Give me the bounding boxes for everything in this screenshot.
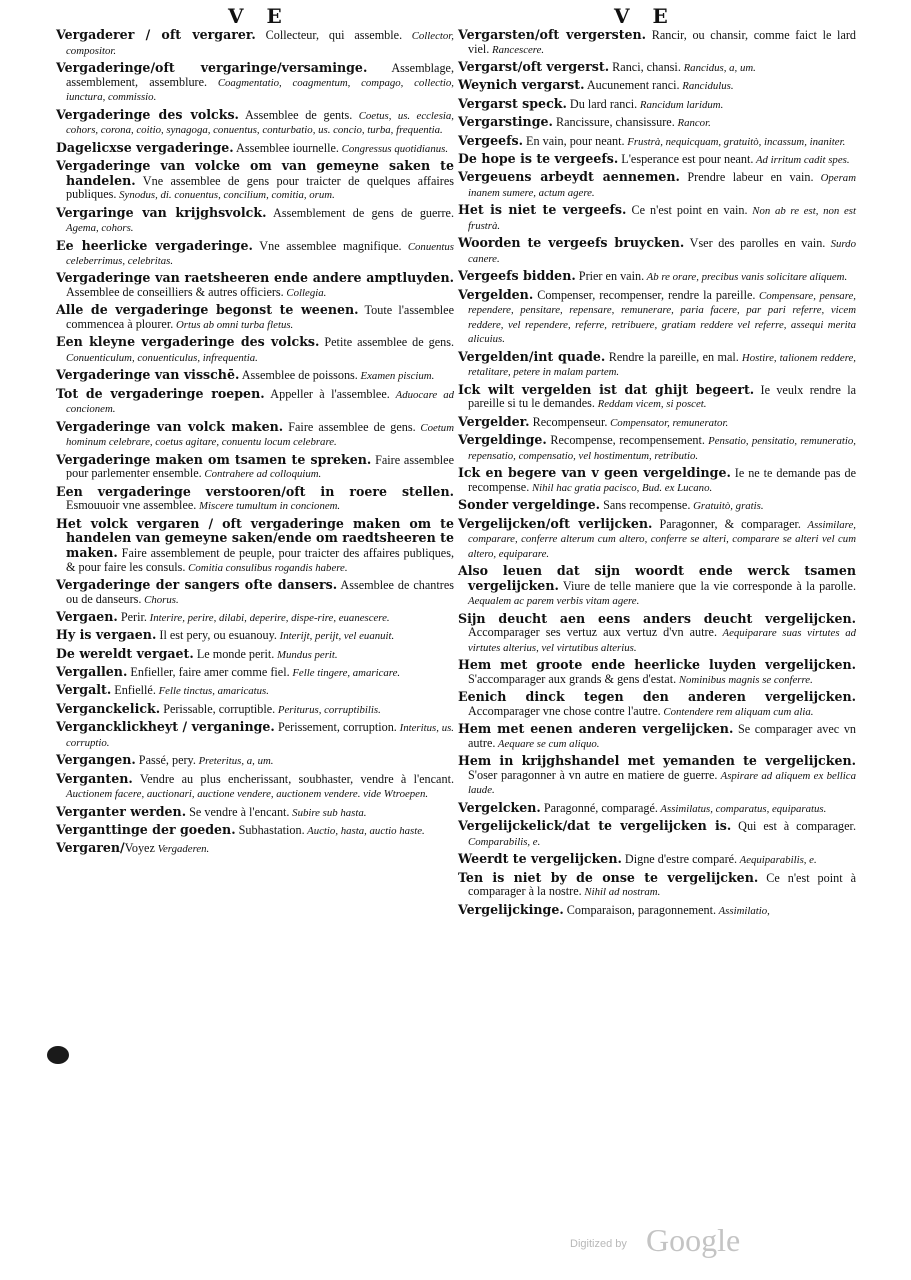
- entry-headword: Verganter werden.: [56, 803, 187, 819]
- dictionary-entry: [56, 141, 454, 157]
- entry-headword: Vergaderinge/oft vergaringe/versaminge.: [56, 59, 368, 75]
- entry-headword: Ee heerlicke vergaderinge.: [56, 237, 253, 253]
- entry-latin: Congressus quotidianus.: [338, 142, 449, 155]
- dictionary-entry: [458, 658, 856, 687]
- entry-latin: Nihil ad nostram.: [581, 886, 661, 899]
- entry-headword: Vergaderinge maken om tsamen te spreken.: [56, 451, 372, 467]
- entry-translation: Du lard ranci.: [566, 96, 638, 111]
- entry-headword: Vergallen.: [56, 664, 128, 680]
- entry-translation: Ce n'est point à comparager à la nostre.: [468, 870, 856, 899]
- dictionary-entry: [56, 823, 454, 839]
- entry-latin: Interijt, perijt, vel euanuit.: [276, 630, 395, 643]
- entry-latin: Aduocare ad concionem.: [66, 388, 454, 416]
- entry-latin: Assimilatus, comparatus, equiparatus.: [657, 802, 827, 815]
- entry-latin: Nominibus magnis se conferre.: [676, 673, 813, 686]
- entry-latin: Reddam vicem, si poscet.: [594, 398, 707, 411]
- dictionary-entry: [56, 628, 454, 644]
- entry-latin: Ortus ab omni turba fletus.: [173, 319, 294, 332]
- dictionary-entry: [458, 134, 856, 150]
- entry-headword: Vergalt.: [56, 682, 112, 698]
- entry-headword: Vergaderinge der sangers ofte dansers.: [56, 576, 338, 592]
- entry-translation: Faire assemblee pour parlementer ensemble.: [66, 452, 455, 481]
- entry-translation: Le monde perit.: [193, 646, 275, 661]
- entry-translation: Enfieller, faire amer comme fiel.: [127, 665, 290, 680]
- right-column: [458, 28, 856, 921]
- dictionary-entry: [56, 647, 454, 663]
- entry-headword: Dagelicxse vergaderinge.: [56, 139, 234, 155]
- dictionary-entry: [458, 115, 856, 131]
- entry-latin: Coagmentatio, coagmentum, compago, collectio, iunctura, commissio.: [66, 76, 455, 104]
- entry-latin: Frustrà, nequicquam, gratuitò, incassum, inaniter.: [624, 135, 846, 148]
- entry-translation: Toute l'assemblee commencea à plourer.: [66, 303, 454, 332]
- entry-translation: S'oser paragonner à vn autre en matiere de guerre.: [468, 767, 718, 782]
- entry-latin: Aequalem ac parem verbis vitam agere.: [468, 595, 640, 608]
- entry-headword: Vergarst speck.: [458, 95, 567, 111]
- entry-headword: Vergarstinge.: [458, 114, 553, 130]
- entry-headword: Alle de vergaderinge begonst te weenen.: [56, 302, 359, 318]
- entry-translation: Assemblee de poissons.: [239, 368, 358, 383]
- dictionary-entry: [458, 517, 856, 562]
- entry-translation: Collecteur, qui assemble.: [255, 28, 403, 42]
- dictionary-entry: [458, 466, 856, 495]
- dictionary-entry: [56, 805, 454, 821]
- entry-translation: Vendre au plus encherissant, soubhaster, vendre à l'encant.: [132, 771, 454, 786]
- entry-latin: Periturus, corruptibilis.: [275, 703, 381, 716]
- dictionary-entry: [56, 271, 454, 300]
- entry-translation: Se vendre à l'encant.: [186, 804, 290, 819]
- entry-latin: Rancor.: [674, 117, 711, 130]
- entry-latin: Compensare, pensare, rependere, pensitare, repensare, remunerare, paria facere, par pari referre, vicem reddere, vel rependere, referre, retribuere, gratiam reddere vel referre, assequi merita alicuius.: [468, 289, 857, 346]
- entry-headword: Tot de vergaderinge roepen.: [56, 385, 265, 401]
- entry-latin: Contendere rem aliquam cum alia.: [660, 705, 814, 718]
- dictionary-entry: [458, 612, 856, 656]
- entry-headword: Het is niet te vergeefs.: [458, 202, 627, 218]
- dictionary-entry: [458, 203, 856, 233]
- entry-translation: Ce n'est point en vain.: [626, 203, 748, 218]
- entry-headword: Sijn deucht aen eens anders deucht vergelijcken.: [458, 610, 856, 626]
- page-header: [0, 4, 911, 28]
- entry-latin: Rancidulus.: [679, 80, 734, 93]
- left-column: [56, 28, 454, 860]
- dictionary-entry: [56, 702, 454, 718]
- entry-translation: Esmouuoir vne assemblee.: [66, 498, 197, 513]
- entry-latin: Chorus.: [141, 593, 179, 606]
- dictionary-entry: [458, 170, 856, 200]
- dictionary-entry: [458, 288, 856, 347]
- entry-headword: Verganten.: [56, 770, 133, 786]
- entry-translation: En vain, pour neant.: [523, 133, 625, 148]
- dictionary-entry: [56, 387, 454, 417]
- dictionary-entry: [56, 335, 454, 365]
- dictionary-entry: [458, 852, 856, 868]
- entry-translation: Voyez: [124, 841, 155, 856]
- digitized-watermark: [570, 1222, 770, 1262]
- dictionary-entry: [56, 159, 454, 203]
- entry-headword: Vergaderinge van visschē.: [56, 367, 240, 383]
- entry-headword: Vergelden/int quade.: [458, 348, 606, 364]
- entry-latin: Nihil hac gratia pacisco, Bud. ex Lucano.: [529, 481, 713, 494]
- entry-translation: Assemblage, assemblement, assemblure.: [66, 60, 454, 89]
- entry-headword: Eenich dinck tegen den anderen vergelijcken.: [458, 689, 856, 705]
- entry-latin: Surdo canere.: [468, 238, 856, 265]
- entry-translation: L'esperance est pour neant.: [618, 151, 754, 166]
- entry-latin: Rancidum laridum.: [637, 98, 724, 111]
- entry-translation: Rancissure, chansissure.: [552, 115, 675, 130]
- entry-headword: Vergelder.: [458, 413, 530, 429]
- entry-translation: Assemblee de gents.: [238, 107, 353, 122]
- entry-latin: Assimilare, comparare, conferre alterum cum altero, conferre se alteri, comparare se alteri vel cum altero, equiparare.: [468, 518, 856, 560]
- entry-headword: Verganttinge der goeden.: [56, 822, 236, 838]
- entry-latin: Coetus, us. ecclesia, cohors, corona, coitio, synagoga, conuentus, conturbatio, us. concio, turba, frequentia.: [66, 109, 454, 137]
- entry-latin: Collegia.: [283, 287, 327, 300]
- entry-translation: Faire assemblee de gens.: [283, 419, 416, 434]
- entry-headword: Also leuen dat sijn woordt ende werck tsamen vergelijcken.: [458, 563, 856, 593]
- entry-latin: Interitus, us. corruptio.: [66, 722, 454, 749]
- dictionary-entry: [458, 722, 856, 751]
- dictionary-entry: [56, 683, 454, 699]
- dictionary-entry: [56, 61, 454, 105]
- dictionary-entry: [56, 239, 454, 269]
- entry-latin: Contrahere ad colloquium.: [201, 468, 322, 481]
- entry-translation: Prendre labeur en vain.: [679, 170, 814, 185]
- entry-translation: Recompenseur.: [529, 414, 608, 429]
- dictionary-entry: [56, 517, 454, 575]
- entry-headword: De wereldt vergaet.: [56, 645, 194, 661]
- entry-headword: Vergancklickheyt / verganinge.: [56, 719, 275, 735]
- digitized-by-text: Digitized by: [570, 1238, 627, 1250]
- dictionary-entry: [458, 564, 856, 609]
- entry-headword: Vergelcken.: [458, 799, 541, 815]
- entry-latin: Ad irritum cadit spes.: [753, 153, 850, 166]
- entry-latin: Assimilatio,: [716, 904, 770, 917]
- entry-translation: Subhastation.: [235, 823, 305, 838]
- entry-headword: Vergeldinge.: [458, 432, 547, 448]
- entry-translation: Ranci, chansi.: [609, 59, 681, 74]
- dictionary-entry: [56, 578, 454, 607]
- entry-latin: Examen piscium.: [357, 370, 435, 383]
- dictionary-entry: [458, 269, 856, 285]
- entry-headword: De hope is te vergeefs.: [458, 150, 619, 166]
- running-head-left: V E: [228, 4, 290, 28]
- entry-translation: Vser des parolles en vain.: [684, 236, 826, 251]
- dictionary-entry: [56, 453, 454, 482]
- entry-headword: Vergeefs.: [458, 132, 523, 148]
- entry-headword: Vergaren/: [56, 840, 125, 856]
- entry-latin: Subire sub hasta.: [289, 806, 367, 819]
- entry-headword: Vergeefs bidden.: [458, 268, 576, 284]
- entry-translation: Perissement, corruption.: [274, 720, 397, 735]
- dictionary-entry: [458, 78, 856, 94]
- entry-headword: Vergaderer / oft vergarer.: [56, 27, 256, 42]
- dictionary-entry: [458, 819, 856, 849]
- dictionary-entry: [458, 28, 856, 57]
- dictionary-entry: [56, 841, 454, 857]
- entry-latin: Auctio, hasta, auctio haste.: [304, 825, 425, 838]
- entry-translation: Comparaison, paragonnement.: [563, 902, 717, 917]
- dictionary-entry: [56, 485, 454, 514]
- entry-translation: Vne assemblee de gens pour traicter de quelques affaires publiques.: [66, 173, 454, 202]
- entry-latin: Preteritus, a, um.: [195, 755, 274, 768]
- entry-headword: Verganckelick.: [56, 700, 161, 716]
- entry-translation: Se comparager avec vn autre.: [468, 722, 857, 750]
- entry-headword: Vergelden.: [458, 286, 534, 302]
- dictionary-entry: [56, 772, 454, 802]
- entry-latin: Miscere tumultum in concionem.: [196, 500, 341, 513]
- entry-latin: Felle tinctus, amaricatus.: [155, 685, 269, 698]
- entry-latin: Conuentus celeberrimus, celebritas.: [66, 240, 455, 268]
- entry-translation: Compenser, recompenser, rendre la pareille.: [533, 287, 756, 302]
- entry-headword: Hem met groote ende heerlicke luyden vergelijcken.: [458, 657, 856, 673]
- entry-headword: Vergelijcken/oft verlijcken.: [458, 515, 653, 531]
- entry-translation: Perissable, corruptible.: [160, 701, 276, 716]
- entry-headword: Een kleyne vergaderinge des volcks.: [56, 334, 320, 350]
- dictionary-entry: [458, 903, 856, 919]
- dictionary-entry: [56, 610, 454, 626]
- entry-translation: Rancir, ou chansir, comme faict le lard viel.: [468, 28, 857, 56]
- entry-headword: Vergaderinge van volck maken.: [56, 418, 284, 434]
- entry-headword: Weynich vergarst.: [458, 77, 585, 93]
- entry-translation: Accomparager ses vertuz aux vertuz d'vn autre.: [468, 625, 718, 640]
- entry-latin: Comparabilis, e.: [468, 835, 541, 848]
- entry-translation: Assemblement de gens de guerre.: [266, 205, 454, 220]
- entry-latin: Synodus, di. conuentus, concilium, comitia, orum.: [116, 189, 335, 202]
- entry-translation: S'accomparager aux grands & gens d'estat.: [468, 671, 677, 686]
- entry-latin: Aequare se cum aliquo.: [495, 737, 600, 750]
- entry-translation: Petite assemblee de gens.: [319, 335, 454, 350]
- entry-headword: Vergaen.: [56, 608, 118, 624]
- entry-latin: Aequiparare suas virtutes ad virtutes alterius, vel virtutibus alterius.: [468, 627, 856, 654]
- dictionary-entry: [56, 108, 454, 138]
- entry-headword: Vergaderinge van volcke om van gemeyne saken te handelen.: [56, 157, 454, 188]
- entry-headword: Ick en begere van v geen vergeldinge.: [458, 465, 731, 481]
- dictionary-entry: [458, 754, 856, 798]
- entry-translation: Sans recompense.: [600, 498, 691, 513]
- entry-latin: Mundus perit.: [274, 648, 338, 661]
- entry-headword: Vergelijckinge.: [458, 901, 564, 917]
- entry-latin: Vergaderen.: [154, 843, 210, 856]
- entry-headword: Vergangen.: [56, 752, 136, 768]
- entry-latin: Interire, perire, dilabi, deperire, dispe-rire, euanescere.: [146, 611, 390, 624]
- entry-latin: Agema, cohors.: [66, 222, 134, 235]
- entry-headword: Vergaderinge des volcks.: [56, 106, 239, 122]
- entry-translation: Recompense, recompensement.: [546, 433, 705, 448]
- dictionary-entry: [458, 152, 856, 168]
- entry-translation: Paragonner, & comparager.: [652, 516, 801, 531]
- dictionary-entry: [458, 60, 856, 76]
- entry-headword: Woorden te vergeefs bruycken.: [458, 235, 685, 251]
- dictionary-entry: [56, 206, 454, 236]
- entry-latin: Coetum hominum celebrare, coetus agitare, conuentu locum celebrare.: [66, 421, 455, 449]
- entry-latin: Auctionem facere, auctionari, auctione vendere, auctionem vendere. vide Wtroepen.: [66, 788, 429, 801]
- entry-latin: Aspirare ad aliquem ex bellica laude.: [468, 769, 856, 797]
- entry-translation: Il est pery, ou esuanouy.: [156, 628, 277, 643]
- entry-latin: Pensatio, pensitatio, remuneratio, repensatio, compensatio, vel hostimentum, retributio.: [468, 435, 857, 462]
- entry-headword: Hem met eenen anderen vergelijcken.: [458, 721, 734, 737]
- entry-latin: Compensator, remunerator.: [607, 416, 729, 429]
- entry-headword: Een vergaderinge verstooren/oft in roere stellen.: [56, 483, 454, 499]
- entry-translation: Digne d'estre comparé.: [621, 852, 738, 867]
- ink-blot: [47, 1046, 69, 1064]
- entry-translation: Accomparager vne chose contre l'autre.: [468, 703, 661, 718]
- entry-headword: Sonder vergeldinge.: [458, 497, 601, 513]
- running-head-right: V E: [614, 4, 676, 28]
- entry-translation: Passé, pery.: [135, 753, 196, 768]
- entry-headword: Ick wilt vergelden ist dat ghijt begeert.: [458, 381, 755, 397]
- dictionary-entry: [56, 420, 454, 450]
- dictionary-entry: [458, 350, 856, 380]
- entry-latin: Conuenticulum, conuenticulus, infrequentia.: [66, 352, 258, 365]
- dictionary-entry: [56, 720, 454, 750]
- dictionary-entry: [458, 801, 856, 817]
- dictionary-entry: [458, 383, 856, 412]
- entry-latin: Felle tingere, amaricare.: [289, 667, 401, 680]
- dictionary-entry: [56, 368, 454, 384]
- entry-latin: Operam inanem sumere, actum agere.: [468, 172, 856, 199]
- entry-latin: Aequiparabilis, e.: [737, 854, 817, 867]
- entry-translation: Rendre la pareille, en mal.: [605, 349, 739, 364]
- entry-headword: Vergaringe van krijghsvolck.: [56, 204, 267, 220]
- entry-headword: Ten is niet by de onse te vergelijcken.: [458, 869, 759, 885]
- entry-translation: Appeller à l'assemblee.: [264, 386, 390, 401]
- dictionary-entry: [56, 28, 454, 58]
- entry-translation: Perir.: [117, 609, 147, 624]
- entry-translation: Ie ne te demande pas de recompense.: [468, 466, 856, 494]
- dictionary-entry: [458, 690, 856, 719]
- dictionary-entry: [458, 415, 856, 431]
- entry-translation: Assemblee de conseilliers & autres officiers.: [66, 285, 284, 300]
- dictionary-entry: [458, 236, 856, 266]
- entry-headword: Vergarsten/oft vergersten.: [458, 27, 647, 42]
- entry-headword: Hy is vergaen.: [56, 627, 157, 643]
- entry-latin: Non ab re est, non est frustrà.: [468, 205, 856, 232]
- entry-translation: Qui est à comparager.: [731, 819, 856, 834]
- dictionary-entry: [56, 665, 454, 681]
- entry-headword: Weerdt te vergelijcken.: [458, 851, 622, 867]
- entry-translation: Aucunement ranci.: [584, 78, 680, 93]
- dictionary-entry: [458, 97, 856, 113]
- entry-translation: Assemblee iournelle.: [233, 140, 339, 155]
- entry-headword: Vergelijckelick/dat te vergelijcken is.: [458, 818, 732, 834]
- entry-translation: Prier en vain.: [575, 269, 645, 284]
- entry-headword: Vergarst/oft vergerst.: [458, 58, 610, 74]
- entry-translation: Paragonné, comparagé.: [540, 800, 658, 815]
- entry-headword: Hem in krijghshandel met yemanden te vergelijcken.: [458, 753, 856, 769]
- entry-latin: Gratuitò, gratis.: [690, 500, 764, 513]
- entry-translation: Ie veulx rendre la pareille si tu le demandes.: [468, 382, 856, 411]
- dictionary-entry: [56, 753, 454, 769]
- entry-latin: Rancidus, a, um.: [680, 61, 756, 74]
- entry-latin: Collector, compositor.: [66, 30, 454, 57]
- entry-translation: Viure de telle maniere que la vie corresponde à la parolle.: [558, 578, 856, 593]
- entry-translation: Faire assemblement de peuple, pour traicter des affaires publiques, & pour faire les consuls.: [66, 545, 454, 574]
- dictionary-entry: [56, 303, 454, 332]
- dictionary-entry: [458, 433, 856, 463]
- entry-translation: Assemblee de chantres ou de danseurs.: [66, 577, 454, 606]
- entry-translation: Enfiellé.: [111, 683, 156, 698]
- entry-latin: Rancescere.: [489, 43, 545, 56]
- entry-latin: Ab re orare, precibus vanis solicitare aliquem.: [644, 271, 848, 284]
- entry-latin: Hostire, talionem reddere, retalitare, petere in malam partem.: [468, 351, 857, 379]
- entry-latin: Comitia consulibus rogandis habere.: [185, 561, 348, 574]
- entry-translation: Vne assemblee magnifique.: [252, 238, 402, 253]
- dictionary-entry: [458, 871, 856, 900]
- entry-headword: Het volck vergaren / oft vergaderinge maken om te handelen van gemeyne saken/ende om raedtsheeren te maken.: [56, 515, 454, 560]
- google-logo-text: Google: [646, 1222, 741, 1258]
- entry-headword: Vergeuens arbeydt aennemen.: [458, 169, 680, 185]
- dictionary-entry: [458, 498, 856, 514]
- entry-headword: Vergaderinge van raetsheeren ende andere amptluyden.: [56, 270, 454, 286]
